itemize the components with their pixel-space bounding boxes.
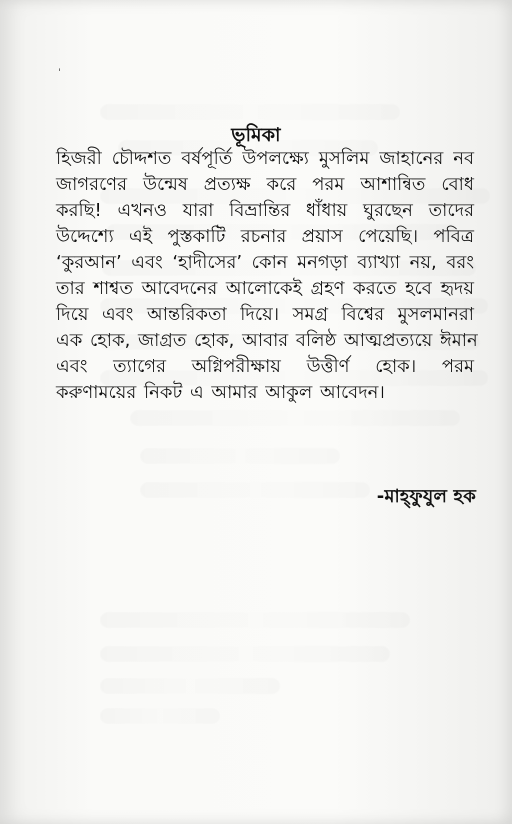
page-speck: ˈ [58,68,61,79]
paragraph-line: করুণাময়ের নিকট এ আমার আকুল আবেদন। [56,382,385,403]
paragraph-line: উদ্দেশ্যে এই পুস্তকাটি রচনার প্রয়াস পেয়েছি। পবিত্র [56,226,474,247]
preface-paragraph [56,146,478,406]
paragraph-line: ‘কুরআন’ এবং ‘হাদীসের’ কোন মনগড়া ব্যাখ্যা নয়, বরং [56,252,474,273]
paragraph-line: এক হোক, জাগ্রত হোক, আবার বলিষ্ঠ আত্মপ্রত্যয়ে ঈমান [56,330,478,351]
paragraph-line: তার শাশ্বত আবেদনের আলোকেই গ্রহণ করতে হবে হৃদয় [56,278,474,299]
paragraph-line: হিজরী চৌদ্দশত বর্ষপূর্তি উপলক্ষ্যে মুসলিম জাহানের নব [56,148,474,169]
paragraph-line: জাগরণের উন্মেষ প্রত্যক্ষ করে পরম আশান্বিত বোধ [56,174,474,195]
page-title: ভূমিকা [231,124,281,146]
author-signature: -মাহ্‌ফুযুল হক [376,486,476,507]
paragraph-line: করছি! এখনও যারা বিভ্রান্তির ধাঁধায় ঘুরছেন তাদের [56,200,474,221]
paragraph-line: এবং ত্যাগের অগ্নিপরীক্ষায় উত্তীর্ণ হোক। পরম [56,356,474,377]
paragraph-line: দিয়ে এবং আন্তরিকতা দিয়ে। সমগ্র বিশ্বের মুসলমানরা [56,304,474,325]
